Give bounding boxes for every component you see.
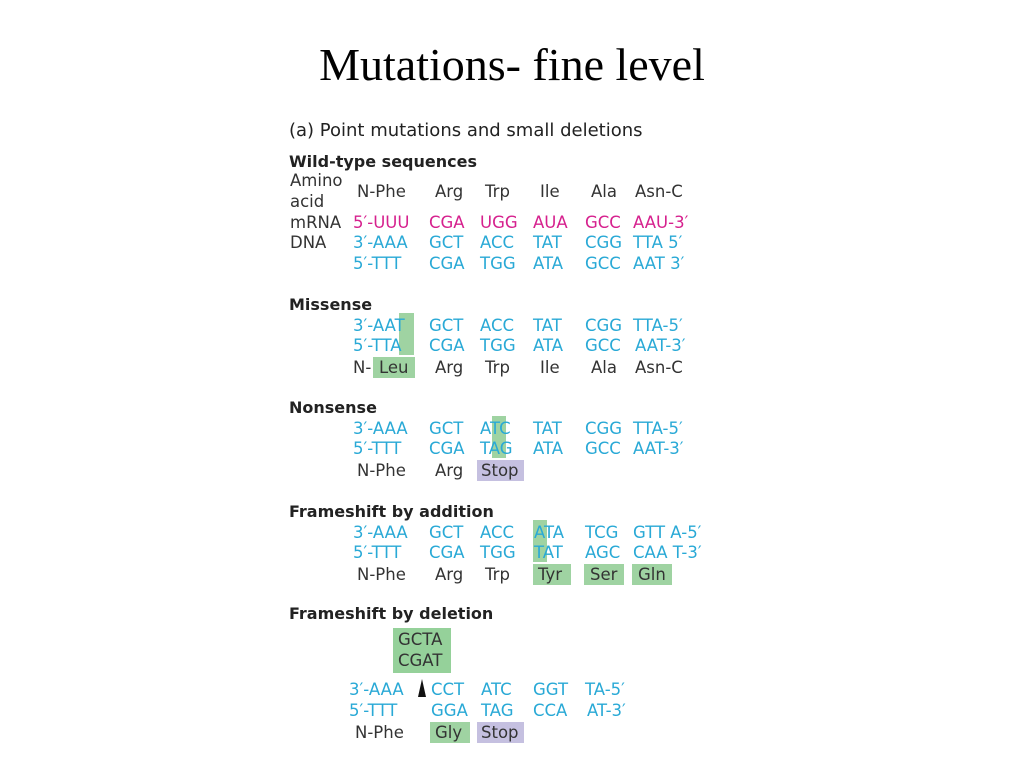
non-amino-1: Arg bbox=[435, 461, 464, 480]
del-dna3-4: TA-5′ bbox=[585, 680, 625, 699]
del-dna3-3: GGT bbox=[533, 680, 569, 699]
add-amino-0: N-Phe bbox=[357, 565, 406, 584]
mis-dna5-2: TGG bbox=[480, 336, 516, 355]
amino-acid-label-line2: acid bbox=[290, 192, 325, 211]
wt-dna5-4: GCC bbox=[585, 254, 621, 273]
non-dna3-2: ATC bbox=[480, 419, 511, 438]
non-dna3-1: GCT bbox=[429, 419, 464, 438]
mis-dna5-1: CGA bbox=[429, 336, 465, 355]
del-dna3-0: 3′-AAA bbox=[349, 680, 404, 699]
non-dna5-5: AAT-3′ bbox=[633, 439, 684, 458]
mis-amino-prefix: N- bbox=[353, 358, 372, 377]
non-dna5-3: ATA bbox=[533, 439, 564, 458]
non-dna3-0: 3′-AAA bbox=[353, 419, 408, 438]
wild-type-heading: Wild-type sequences bbox=[289, 152, 477, 171]
add-dna3-4: TCG bbox=[585, 523, 619, 542]
wt-amino-0: N-Phe bbox=[357, 182, 406, 201]
wt-mrna-2: UGG bbox=[480, 213, 518, 232]
add-dna3-2: ACC bbox=[480, 523, 515, 542]
wt-amino-2: Trp bbox=[485, 182, 510, 201]
deleted-bases-bottom: CGAT bbox=[398, 651, 443, 670]
add-amino-4: Ser bbox=[590, 565, 618, 584]
deleted-bases-top: GCTA bbox=[398, 630, 443, 649]
wt-dna5-2: TGG bbox=[480, 254, 516, 273]
add-dna5-4: AGC bbox=[585, 543, 621, 562]
del-amino-2: Stop bbox=[481, 723, 519, 742]
mis-dna3-4: CGG bbox=[585, 316, 623, 335]
mis-dna5-5: AAT-3′ bbox=[635, 336, 686, 355]
mis-amino-1: Arg bbox=[435, 358, 464, 377]
wt-mrna-5: AAU-3′ bbox=[633, 213, 689, 232]
add-amino-2: Trp bbox=[485, 565, 510, 584]
mutation-figure bbox=[289, 118, 719, 758]
wt-amino-4: Ala bbox=[591, 182, 617, 201]
add-dna5-5: CAA T-3′ bbox=[633, 543, 702, 562]
nonsense-heading: Nonsense bbox=[289, 398, 377, 417]
wt-dna5-5: AAT 3′ bbox=[633, 254, 685, 273]
deletion-point-icon bbox=[417, 679, 427, 697]
figure-caption: (a) Point mutations and small deletions bbox=[289, 120, 643, 141]
del-dna3-1: CCT bbox=[431, 680, 465, 699]
add-dna5-2: TGG bbox=[480, 543, 516, 562]
wt-dna3-4: CGG bbox=[585, 233, 623, 252]
wt-amino-3: Ile bbox=[540, 182, 560, 201]
add-dna3-1: GCT bbox=[429, 523, 464, 542]
non-dna5-1: CGA bbox=[429, 439, 465, 458]
non-dna5-2: TAG bbox=[480, 439, 513, 458]
del-dna5-4: AT-3′ bbox=[587, 701, 626, 720]
mis-dna3-3: TAT bbox=[533, 316, 562, 335]
wt-mrna-4: GCC bbox=[585, 213, 621, 232]
add-dna3-3: ATA bbox=[534, 523, 565, 542]
add-amino-5: Gln bbox=[638, 565, 666, 584]
add-amino-1: Arg bbox=[435, 565, 464, 584]
wt-mrna-1: CGA bbox=[429, 213, 465, 232]
del-dna3-2: ATC bbox=[481, 680, 512, 699]
mis-amino-0: Leu bbox=[379, 358, 409, 377]
del-dna5-0: 5′-TTT bbox=[349, 701, 398, 720]
add-dna5-1: CGA bbox=[429, 543, 465, 562]
non-dna3-4: CGG bbox=[585, 419, 623, 438]
del-dna5-1: GGA bbox=[431, 701, 468, 720]
mis-dna5-0: 5′-TTA bbox=[353, 336, 402, 355]
mrna-label: mRNA bbox=[290, 213, 342, 232]
non-dna3-3: TAT bbox=[533, 419, 562, 438]
non-dna5-0: 5′-TTT bbox=[353, 439, 402, 458]
wt-dna5-0: 5′-TTT bbox=[353, 254, 402, 273]
non-dna3-5: TTA-5′ bbox=[633, 419, 683, 438]
del-amino-1: Gly bbox=[435, 723, 463, 742]
non-amino-2: Stop bbox=[481, 461, 519, 480]
wt-dna3-1: GCT bbox=[429, 233, 464, 252]
wt-dna5-1: CGA bbox=[429, 254, 465, 273]
mis-amino-3: Ile bbox=[540, 358, 560, 377]
add-dna5-0: 5′-TTT bbox=[353, 543, 402, 562]
wt-mrna-0: 5′-UUU bbox=[353, 213, 410, 232]
mis-dna3-1: GCT bbox=[429, 316, 464, 335]
mis-dna5-4: GCC bbox=[585, 336, 621, 355]
add-amino-3: Tyr bbox=[538, 565, 563, 584]
frameshift-addition-heading: Frameshift by addition bbox=[289, 502, 494, 521]
wt-dna3-0: 3′-AAA bbox=[353, 233, 408, 252]
del-dna5-3: CCA bbox=[533, 701, 568, 720]
wt-mrna-3: AUA bbox=[533, 213, 568, 232]
wt-dna3-5: TTA 5′ bbox=[633, 233, 683, 252]
del-amino-0: N-Phe bbox=[355, 723, 404, 742]
wt-dna3-3: TAT bbox=[533, 233, 562, 252]
add-dna3-0: 3′-AAA bbox=[353, 523, 408, 542]
mis-amino-5: Asn-C bbox=[635, 358, 683, 377]
wt-dna3-2: ACC bbox=[480, 233, 515, 252]
mis-dna3-0: 3′-AAT bbox=[353, 316, 405, 335]
wt-dna5-3: ATA bbox=[533, 254, 564, 273]
mis-dna3-5: TTA-5′ bbox=[633, 316, 683, 335]
add-dna5-3: TAT bbox=[534, 543, 563, 562]
add-dna3-5: GTT A-5′ bbox=[633, 523, 702, 542]
non-amino-0: N-Phe bbox=[357, 461, 406, 480]
amino-acid-label-line1: Amino bbox=[290, 171, 343, 190]
frameshift-deletion-heading: Frameshift by deletion bbox=[289, 604, 494, 623]
mis-amino-2: Trp bbox=[485, 358, 510, 377]
wt-amino-5: Asn-C bbox=[635, 182, 683, 201]
non-dna5-4: GCC bbox=[585, 439, 621, 458]
dna-label: DNA bbox=[290, 233, 327, 252]
del-dna5-2: TAG bbox=[481, 701, 514, 720]
missense-heading: Missense bbox=[289, 295, 373, 314]
mis-amino-4: Ala bbox=[591, 358, 617, 377]
wt-amino-1: Arg bbox=[435, 182, 464, 201]
mis-dna3-2: ACC bbox=[480, 316, 515, 335]
mis-dna5-3: ATA bbox=[533, 336, 564, 355]
slide-title: Mutations- fine level bbox=[319, 39, 705, 90]
